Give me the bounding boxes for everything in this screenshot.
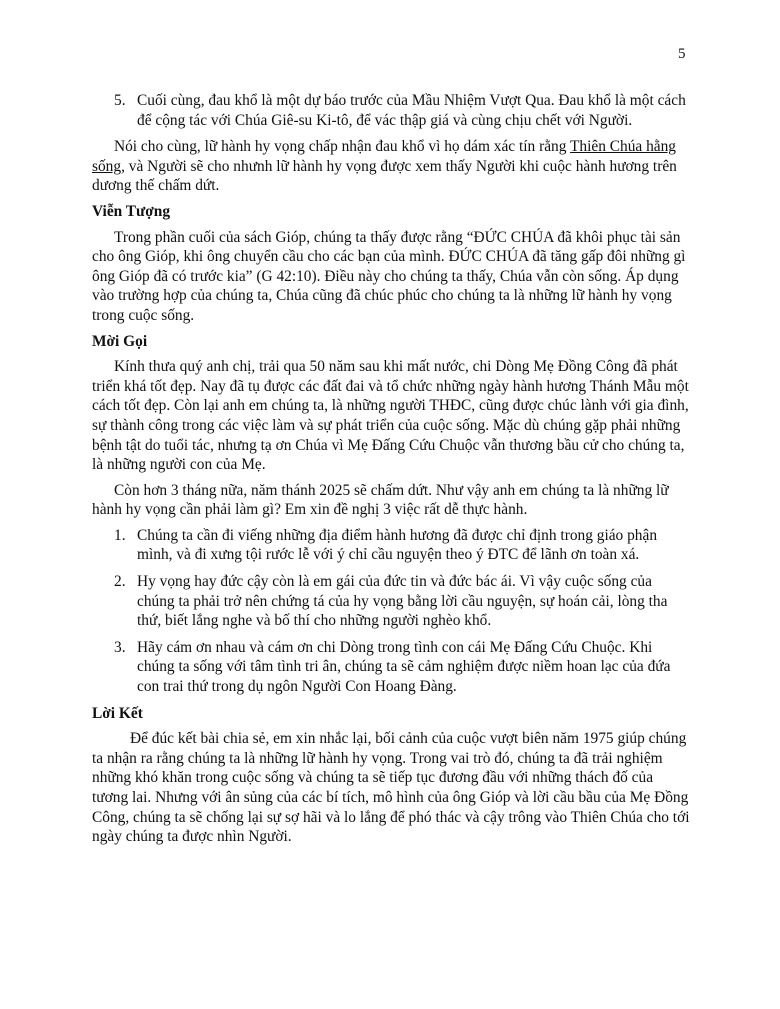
conclusion-text-end: , và Người sẽ cho nhưnh lữ hành hy vọng được xem thấy Người khi cuộc hành hương trên dương thế chấm dứt. [92, 157, 677, 195]
conclusion-text-start: Nói cho cùng, lữ hành hy vọng chấp nhận đau khổ vì họ dám xác tín rằng [114, 138, 570, 156]
list-item [92, 638, 692, 697]
list-item-text: Hãy cám ơn nhau và cám ơn chi Dòng trong tình con cái Mẹ Đấng Cứu Chuộc. Khi chúng ta sống với tâm tình tri ân, chúng ta sẽ cảm nghiệm được niềm hoan lạc của đứa con trai thứ trong dụ ngôn Người Con Hoang Đàng. [137, 638, 671, 696]
list-item-text: Cuối cùng, đau khổ là một dự báo trước của Mầu Nhiệm Vượt Qua. Đau khổ là một cách để cộng tác với Chúa Giê-su Ki-tô, để vác thập giá và cùng chịu chết với Người. [137, 92, 686, 129]
continued-list [92, 91, 692, 130]
conclusion-paragraph [92, 137, 692, 196]
invitation-paragraph-1: Kính thưa quý anh chị, trải qua 50 năm sau khi mất nước, chi Dòng Mẹ Đồng Công đã phát triển khá tốt đẹp. Nay đã tụ được các đất đai và tổ chức những ngày hành hương Thánh Mẫu một cách tốt đẹp. Còn lại anh em chúng ta, là những người THĐC, cũng được chúc lành với gia đình, sự thành công trong các việc làm và sự phát triển của cuộc sống. Mặc dù chúng gặp phải những bệnh tật do tuổi tác, nhưng tạ ơn Chúa vì Mẹ Đấng Cứu Chuộc vẫn thương bầu cử cho chúng ta, là những người con của Mẹ. [92, 358, 689, 474]
closing-paragraph: Để đúc kết bài chia sẻ, em xin nhắc lại, bối cảnh của cuộc vượt biên năm 1975 giúp chúng ta nhận ra rằng chúng ta là những lữ hành hy vọng. Trong vai trò đó, chúng ta đã trải nghiệm những khó khăn trong cuộc sống và chúng ta sẽ tiếp tục đương đầu với những thách đố của tương lai. Nhưng với ân sủng của các bí tích, mô hình của ông Gióp và lời cầu bầu của Mẹ Đồng Công, chúng ta sẽ chống lại sự sợ hãi và lo lắng để phó thác và cậy trông vào Thiên Chúa cho tới ngày chúng ta được nhìn Người. [92, 730, 690, 846]
list-item-number: 5. [114, 92, 126, 109]
invitation-paragraph-2: Còn hơn 3 tháng nữa, năm thánh 2025 sẽ chấm dứt. Như vậy anh em chúng ta là những lữ hành hy vọng cần phải làm gì? Em xin đề nghị 3 việc rất dễ thực hành. [92, 481, 669, 519]
list-item-text: Hy vọng hay đức cậy còn là em gái của đức tin và đức bác ái. Vì vậy cuộc sống của chúng ta phải trở nên chứng tá của hy vọng bằng lời cầu nguyện, sự hoán cải, lòng tha thứ, biết lắng nghe và bố thí cho những người nghèo khổ. [137, 573, 668, 630]
heading-vision: Viễn Tượng [92, 202, 171, 220]
heading-invitation: Mời Gọi [92, 332, 148, 350]
list-item-5 [92, 91, 692, 130]
heading-closing: Lời Kết [92, 704, 143, 722]
page-body [92, 91, 692, 853]
list-item [92, 572, 692, 631]
list-item-text: Chúng ta cần đi viếng những địa điểm hành hương đã được chỉ định trong giáo phận mình, và đi xưng tội rước lễ với ý chỉ cầu nguyện theo ý ĐTC để lãnh ơn toàn xá. [137, 526, 658, 564]
list-item-number: 2. [114, 573, 126, 591]
list-item-number: 1. [114, 526, 126, 544]
vision-paragraph: Trong phần cuối của sách Gióp, chúng ta thấy được rằng “ĐỨC CHÚA đã khôi phục tài sản cho ông Gióp, khi ông chuyển cầu cho các bạn của mình. ĐỨC CHÚA đã tăng gấp đôi những gì ông Gióp đã có trước kia” (G 42:10). Điều này cho chúng ta thấy, Chúa vẫn còn sống. Áp dụng vào trường hợp của chúng ta, Chúa cũng đã chúc phúc cho chúng ta là những lữ hành hy vọng trong cuộc sống. [92, 228, 686, 324]
suggestion-list [92, 526, 692, 697]
list-item [92, 526, 692, 565]
page-number: 5 [678, 46, 686, 62]
list-item-number: 3. [114, 638, 126, 656]
underlined-phrase: Thiên Chúa hằng sống [92, 138, 676, 175]
